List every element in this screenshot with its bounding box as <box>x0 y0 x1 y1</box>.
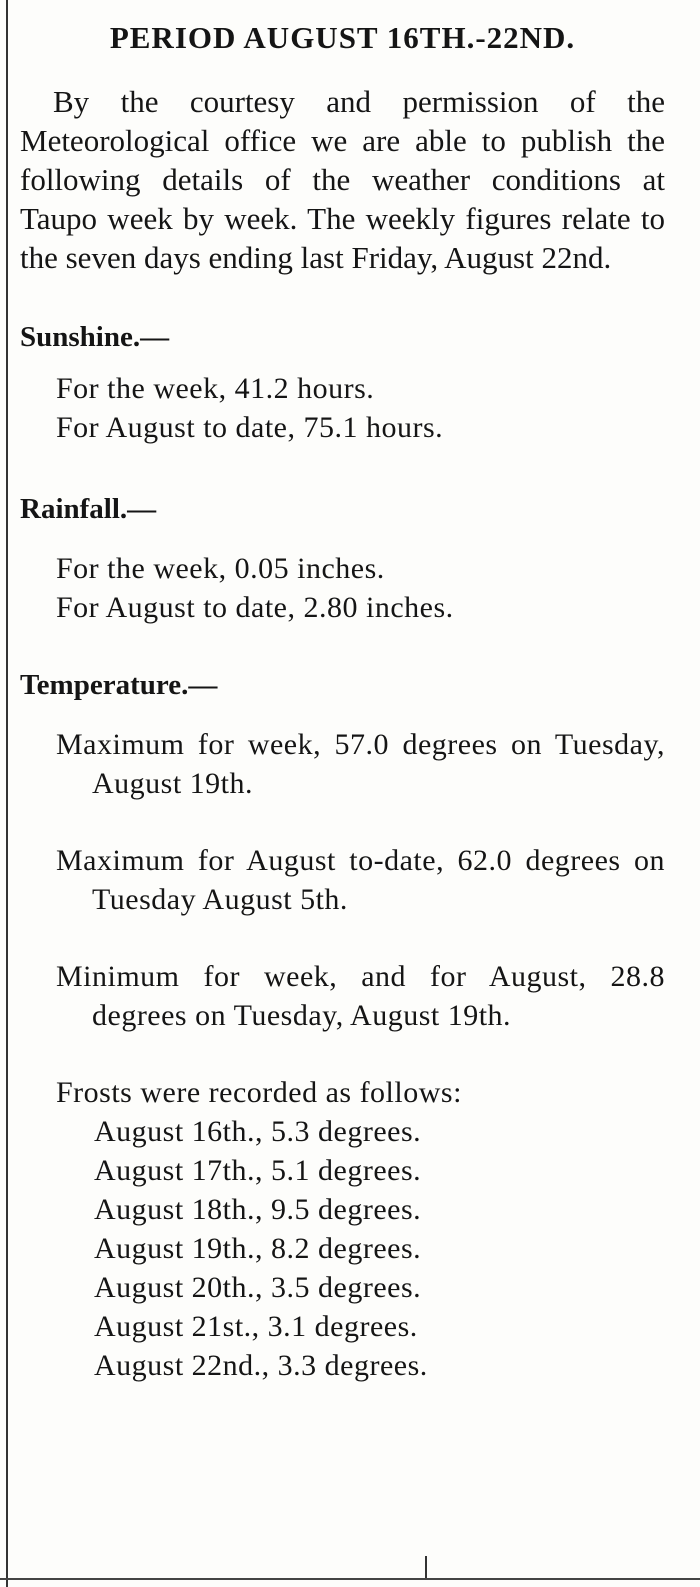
column-tick <box>425 1556 427 1578</box>
frost-list <box>20 1112 665 1385</box>
temperature-heading: Temperature.— <box>20 669 218 701</box>
frosts-intro: Frosts were recorded as follows: <box>56 1076 462 1109</box>
intro-paragraph: By the courtesy and permission of the Meteorological office we are able to publish the following details of the weather conditions at Taupo week by week. The weekly figures relate to the seven days ending last Friday, August 22nd. <box>20 84 665 275</box>
temperature-max-week: Maximum for week, 57.0 degrees on Tuesday, August 19th. <box>56 728 665 800</box>
frost-item: August 18th., 9.5 degrees. <box>94 1193 422 1226</box>
rainfall-heading: Rainfall.— <box>20 493 157 525</box>
temperature-max-month: Maximum for August to-date, 62.0 degrees on Tuesday August 5th. <box>56 844 665 916</box>
frost-item: August 19th., 8.2 degrees. <box>94 1232 422 1265</box>
column-rule-bottom <box>0 1578 700 1580</box>
rainfall-month: For August to date, 2.80 inches. <box>56 591 454 624</box>
frost-item: August 21st., 3.1 degrees. <box>94 1310 418 1343</box>
frost-item: August 16th., 5.3 degrees. <box>94 1115 422 1148</box>
frost-item: August 20th., 3.5 degrees. <box>94 1271 422 1304</box>
sunshine-heading: Sunshine.— <box>20 321 170 353</box>
weather-article <box>20 18 665 1385</box>
rainfall-week: For the week, 0.05 inches. <box>56 552 385 585</box>
sunshine-week: For the week, 41.2 hours. <box>56 372 375 405</box>
frost-item: August 17th., 5.1 degrees. <box>94 1154 422 1187</box>
sunshine-month: For August to date, 75.1 hours. <box>56 411 444 444</box>
headline: PERIOD AUGUST 16TH.-22ND. <box>109 20 576 55</box>
column-rule-left <box>6 0 8 1587</box>
temperature-min: Minimum for week, and for August, 28.8 degrees on Tuesday, August 19th. <box>56 960 665 1032</box>
frost-item: August 22nd., 3.3 degrees. <box>94 1349 428 1382</box>
